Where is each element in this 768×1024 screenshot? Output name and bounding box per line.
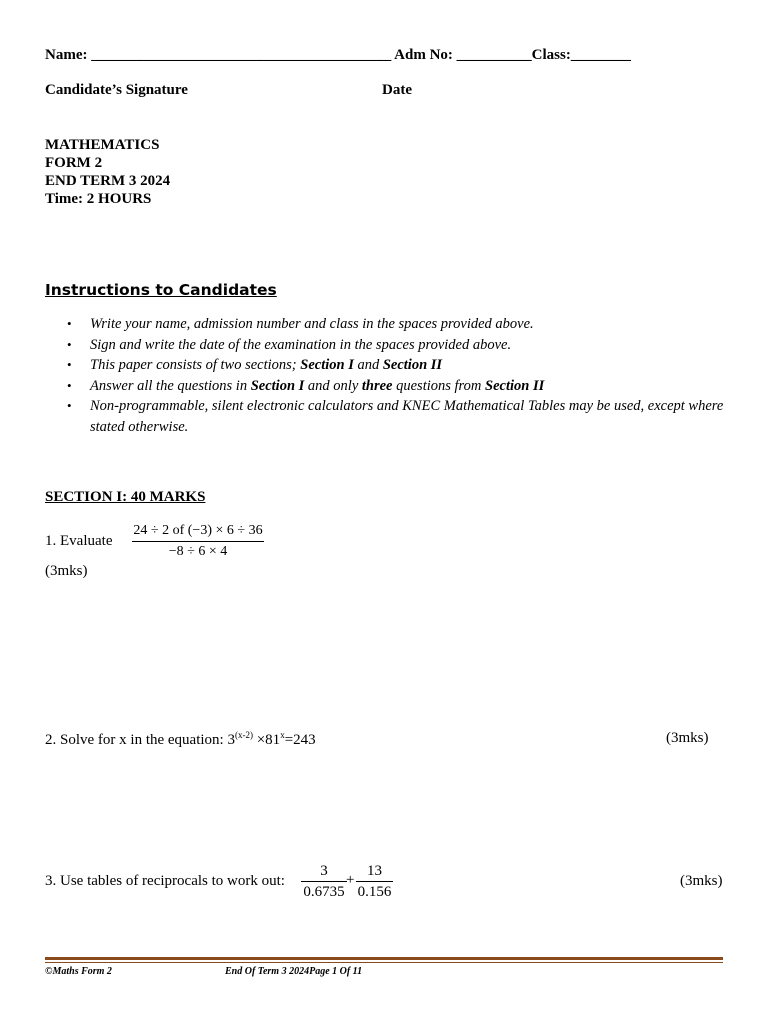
footer-right: End Of Term 3 2024Page 1 Of 11: [225, 966, 363, 977]
exam-heading: [45, 136, 170, 208]
q2-marks: (3mks): [666, 730, 709, 746]
q1-numerator: 24 ÷ 2 of (−3) × 6 ÷ 36: [133, 523, 263, 538]
header-line: [45, 47, 631, 64]
instruction-text: Answer all the questions in: [90, 377, 251, 394]
instruction-item: [45, 314, 725, 335]
class-label: Class:: [531, 47, 571, 63]
fraction-bar: [356, 881, 393, 882]
instructions-title: Instructions to Candidates: [45, 281, 277, 299]
exam-form: FORM 2: [45, 155, 103, 171]
bullet-icon: •: [67, 377, 72, 393]
q3-plus: +: [346, 872, 355, 888]
footer-rule: [45, 957, 723, 960]
q2-text: [45, 730, 316, 749]
class-field[interactable]: ________: [570, 47, 631, 63]
name-field[interactable]: ________________________________________: [91, 47, 392, 63]
footer-rule-thin: [45, 962, 723, 963]
fraction-bar: [132, 541, 264, 542]
q2-end: =243: [284, 732, 316, 748]
q3-marks: (3mks): [680, 873, 723, 889]
footer-left: ©Maths Form 2: [45, 966, 112, 977]
instruction-item: [45, 355, 725, 376]
instruction-text: and: [353, 357, 383, 373]
adm-field[interactable]: __________: [456, 47, 532, 63]
q3-numerator-2: 13: [367, 863, 382, 879]
instruction-item: [45, 376, 725, 397]
bullet-icon: •: [67, 398, 72, 413]
q1-marks: (3mks): [45, 563, 88, 579]
instruction-item: [45, 335, 725, 356]
instruction-emphasis: Section I: [250, 377, 305, 394]
bullet-icon: •: [67, 316, 72, 331]
instruction-text: and only: [304, 377, 362, 394]
instruction-item: [45, 396, 725, 437]
q1-denominator: −8 ÷ 6 × 4: [168, 544, 228, 559]
instruction-text: This paper consists of two sections;: [90, 357, 301, 373]
instructions-list: [45, 314, 725, 437]
adm-label: Adm No:: [391, 47, 457, 63]
q2-exponent-1: (x-2): [234, 730, 253, 740]
section-title: SECTION I: 40 MARKS: [45, 489, 206, 505]
instruction-text: Write your name, admission number and class in the spaces provided above.: [90, 316, 534, 332]
name-label: Name:: [45, 47, 92, 63]
exam-subject: MATHEMATICS: [45, 137, 160, 153]
q1-fraction: [132, 522, 264, 561]
q2-label: 2. Solve for x in the equation: 3: [45, 732, 235, 748]
instruction-emphasis: Section I: [300, 357, 354, 373]
q3-denominator-2: 0.156: [357, 884, 392, 900]
instruction-text: Sign and write the date of the examination in the spaces provided above.: [90, 336, 512, 353]
signature-label: Candidate’s Signature: [45, 82, 188, 98]
instruction-text: questions from: [392, 377, 486, 394]
q3-numerator-1: 3: [320, 863, 328, 879]
q3-label: 3. Use tables of reciprocals to work out:: [45, 873, 285, 889]
fraction-bar: [301, 881, 347, 882]
exam-term: END TERM 3 2024: [45, 173, 171, 189]
instruction-emphasis: three: [361, 377, 393, 394]
q3-fraction-2: [356, 862, 393, 901]
bullet-icon: •: [67, 357, 72, 372]
q3-denominator-1: 0.6735: [303, 884, 345, 900]
instruction-emphasis: Section II: [485, 377, 545, 394]
date-label: Date: [382, 82, 412, 98]
q2-mid: ×81: [252, 732, 281, 748]
q3-fraction-1: [301, 862, 347, 901]
q1-label: 1. Evaluate: [45, 533, 113, 549]
bullet-icon: •: [67, 336, 72, 352]
exam-time: Time: 2 HOURS: [45, 191, 152, 207]
instruction-text: Non-programmable, silent electronic calculators and KNEC Mathematical Tables may be used, except where stated otherwise.: [90, 398, 724, 435]
q2-exponent-2: x: [280, 730, 285, 740]
instruction-emphasis: Section II: [382, 357, 443, 373]
